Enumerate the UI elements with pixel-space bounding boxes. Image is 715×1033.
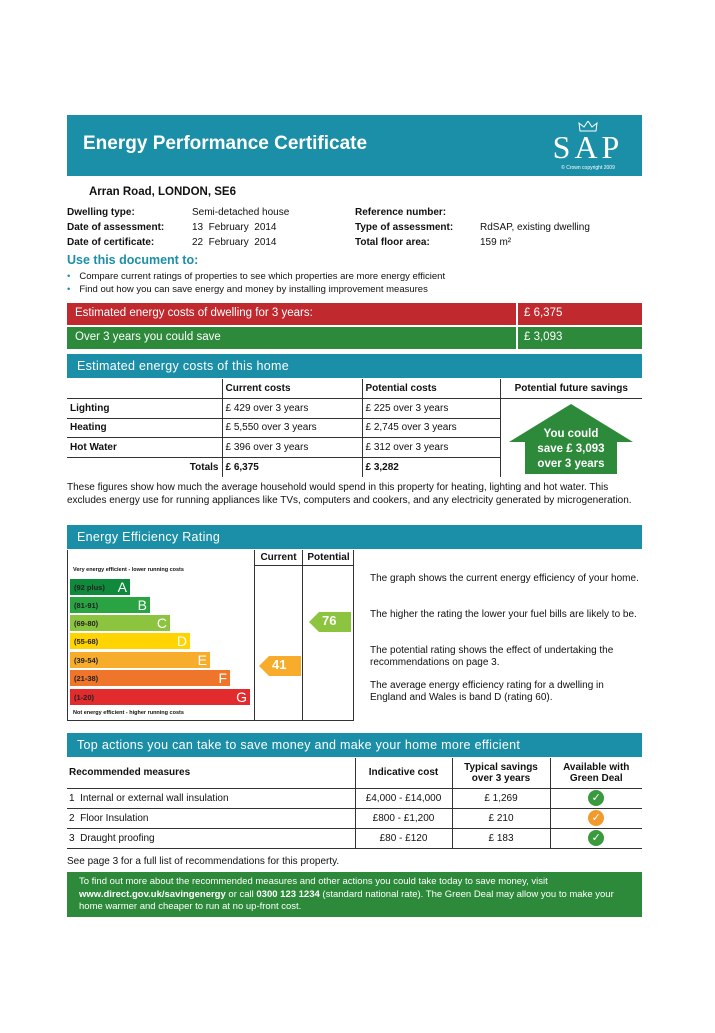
band-a: (92 plus) A <box>70 579 130 595</box>
savings-header: Typical savings over 3 years <box>452 758 550 788</box>
eer-paragraph-1: The graph shows the current energy efficiency of your home. <box>370 573 639 584</box>
estimated-cost-bar <box>67 303 642 325</box>
totals-label: Totals <box>67 457 222 477</box>
eer-top-label: Very energy efficient - lower running costs <box>73 567 184 573</box>
header-banner <box>67 115 642 176</box>
typical-saving: £ 210 <box>452 808 550 828</box>
eer-section-heading: Energy Efficiency Rating <box>67 525 642 549</box>
footer-info-box: To find out more about the recommended measures and other actions you could take today to save money, visit www.direct.gov.uk/savingenergy or call 0300 123 1234 (standard national rate). The Green Deal may allow you to make your home warmer and cheaper to run at no up-front cost. <box>67 872 642 917</box>
sap-logo-text: SAP <box>552 129 624 165</box>
details-labels-right <box>355 205 480 250</box>
eer-paragraph-3: The potential rating shows the effect of undertaking the recommendations on page 3. <box>370 645 614 668</box>
potential-cost-cell: £ 225 over 3 years <box>362 399 500 419</box>
page-title: Energy Performance Certificate <box>83 133 368 154</box>
date-certificate-label: Date of certificate: <box>67 237 155 248</box>
check-icon: ✓ <box>588 790 604 806</box>
use-document-heading: Use this document to: <box>67 253 199 267</box>
table-header-row <box>67 379 642 399</box>
estimated-cost-value: £ 6,375 <box>516 303 642 325</box>
indicative-cost: £800 - £1,200 <box>355 808 452 828</box>
property-address: Arran Road, LONDON, SE6 <box>89 186 236 198</box>
check-icon: ✓ <box>588 810 604 826</box>
indicative-cost: £80 - £120 <box>355 828 452 848</box>
measure-name: Floor Insulation <box>80 812 149 824</box>
current-rating-value: 41 <box>272 657 287 672</box>
row-name: Heating <box>67 418 222 438</box>
row-name: Lighting <box>67 399 222 419</box>
phone-number: 0300 123 1234 <box>256 888 320 900</box>
band-g: (1-20) G <box>70 689 250 705</box>
potential-saving-label: Over 3 years you could save <box>75 331 221 343</box>
dwelling-type-value: Semi-detached house <box>192 207 290 218</box>
floor-area-value: 159 m² <box>480 237 512 248</box>
reference-value <box>480 205 640 220</box>
cost-header: Indicative cost <box>355 758 452 788</box>
costs-note: These figures show how much the average household would spend in this property for heating, lighting and hot water. This excludes energy use for running appliances like TVs, computers and cookers, and any electricity generated by microgeneration. <box>67 482 632 506</box>
band-f: (21-38) F <box>70 670 230 686</box>
potential-cost-cell: £ 312 over 3 years <box>362 438 500 458</box>
current-cost-cell: £ 429 over 3 years <box>222 399 362 419</box>
eer-paragraph-2: The higher the rating the lower your fuel bills are likely to be. <box>370 609 637 620</box>
details-labels-left <box>67 205 192 250</box>
current-cost-cell: £ 396 over 3 years <box>222 438 362 458</box>
check-icon: ✓ <box>588 830 604 846</box>
current-header: Current <box>254 550 303 566</box>
band-b: (81-91) B <box>70 597 150 613</box>
assessment-type-label: Type of assessment: <box>355 222 454 233</box>
sap-copyright: © Crown copyright 2009 <box>561 165 615 171</box>
measures-header: Recommended measures <box>67 758 355 788</box>
band-c: (69-80) C <box>70 615 170 631</box>
estimated-cost-label: Estimated energy costs of dwelling for 3 years: <box>75 307 313 319</box>
eer-bottom-label: Not energy efficient - higher running costs <box>73 710 184 716</box>
savingenergy-link[interactable]: www.direct.gov.uk/savingenergy <box>79 888 226 900</box>
use-bullet-2: • Find out how you can save energy and money by installing improvement measures <box>67 284 428 295</box>
sap-logo <box>548 121 628 173</box>
green-deal-header: Available with Green Deal <box>550 758 642 788</box>
bullet-icon: • <box>67 271 71 282</box>
indicative-cost: £4,000 - £14,000 <box>355 788 452 808</box>
total-potential-cost: £ 3,282 <box>362 457 500 477</box>
eer-paragraph-4: The average energy efficiency rating for a dwelling in England and Wales is band D (rating 60). <box>370 680 604 703</box>
table-row: 1 Internal or external wall insulation £4,000 - £14,000 £ 1,269 ✓ <box>67 788 642 808</box>
savings-arrow-text: You could save £ 3,093 over 3 years <box>537 428 605 470</box>
crown-icon <box>578 121 598 133</box>
potential-cost-cell: £ 2,745 over 3 years <box>362 418 500 438</box>
potential-header: Potential <box>303 550 354 566</box>
dwelling-type-label: Dwelling type: <box>67 207 135 218</box>
date-assessment-label: Date of assessment: <box>67 222 165 233</box>
current-cost-cell: £ 5,550 over 3 years <box>222 418 362 438</box>
measure-name: Draught proofing <box>80 832 155 844</box>
use-bullet-1: • Compare current ratings of properties to see which properties are more energy efficient <box>67 271 446 282</box>
potential-costs-header: Potential costs <box>362 379 500 399</box>
future-savings-header: Potential future savings <box>500 379 642 399</box>
floor-area-label: Total floor area: <box>355 237 430 248</box>
bullet-icon: • <box>67 284 71 295</box>
costs-section-heading: Estimated energy costs of this home <box>67 354 642 378</box>
details-values-right <box>480 205 640 250</box>
table-header-row <box>67 758 642 788</box>
row-name: Hot Water <box>67 438 222 458</box>
table-row: 2 Floor Insulation £800 - £1,200 £ 210 ✓ <box>67 808 642 828</box>
actions-section-heading: Top actions you can take to save money and make your home more efficient <box>67 733 642 757</box>
table-row: 3 Draught proofing £80 - £120 £ 183 ✓ <box>67 828 642 848</box>
current-costs-header: Current costs <box>222 379 362 399</box>
assessment-type-value: RdSAP, existing dwelling <box>480 222 590 233</box>
reference-label: Reference number: <box>355 207 447 218</box>
recommendations-table <box>67 758 642 849</box>
measure-name: Internal or external wall insulation <box>80 792 229 804</box>
band-d: (55-68) D <box>70 633 190 649</box>
typical-saving: £ 183 <box>452 828 550 848</box>
band-e: (39-54) E <box>70 652 210 668</box>
date-certificate-value: 22 February 2014 <box>192 237 277 248</box>
actions-note: See page 3 for a full list of recommendations for this property. <box>67 856 340 867</box>
date-assessment-value: 13 February 2014 <box>192 222 277 233</box>
total-current-cost: £ 6,375 <box>222 457 362 477</box>
potential-rating-value: 76 <box>322 613 337 628</box>
potential-saving-bar <box>67 327 642 349</box>
typical-saving: £ 1,269 <box>452 788 550 808</box>
details-values-left <box>192 205 352 250</box>
potential-saving-value: £ 3,093 <box>516 327 642 349</box>
current-column <box>254 550 303 720</box>
